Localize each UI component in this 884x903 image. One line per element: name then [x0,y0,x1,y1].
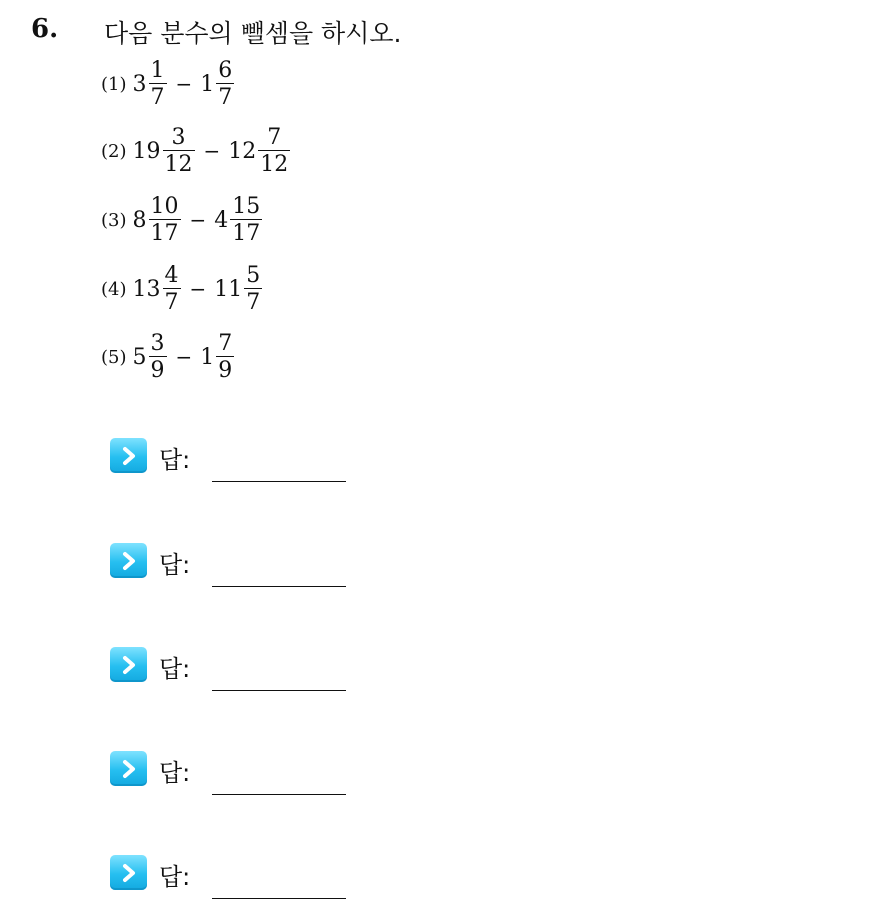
denominator: 7 [246,290,261,315]
whole-part: 13 [132,276,161,302]
answer-label: 답: [159,759,191,787]
mixed-number-a [133,264,181,314]
denominator: 7 [150,85,165,110]
whole-part: 4 [214,207,229,233]
whole-part: 1 [200,344,215,370]
minus-operator: − [189,208,207,232]
minus-operator: − [189,277,207,301]
numerator: 6 [218,57,233,83]
fraction [163,264,181,314]
fraction [149,59,167,109]
mixed-number-b [200,332,234,382]
chevron-right-icon [110,543,147,578]
whole-part: 1 [200,71,215,97]
mixed-number-a [133,126,195,176]
answer-blank[interactable] [212,481,346,482]
whole-part: 19 [132,138,161,164]
fraction [258,126,290,176]
answer-blank[interactable] [212,898,346,899]
denominator: 17 [150,221,179,246]
problem-3 [101,190,262,250]
whole-part: 11 [214,276,243,302]
numerator: 3 [150,330,165,356]
problem-label: (4) [101,278,127,300]
minus-operator: − [175,72,193,96]
answer-row-2 [110,543,190,585]
numerator: 10 [150,193,179,219]
whole-part: 5 [132,344,147,370]
minus-operator: − [203,139,221,163]
denominator: 9 [150,358,165,383]
mixed-number-a [133,195,181,245]
denominator: 7 [218,85,233,110]
fraction [244,264,262,314]
problem-label: (1) [101,73,127,95]
chevron-right-icon [110,438,147,473]
whole-part: 8 [132,207,147,233]
numerator: 1 [150,57,165,83]
denominator: 12 [260,152,289,177]
minus-operator: − [175,345,193,369]
problem-label: (2) [101,140,127,162]
denominator: 9 [218,358,233,383]
problem-label: (5) [101,346,127,368]
mixed-number-a [133,59,167,109]
numerator: 7 [267,124,282,150]
mixed-number-a [133,332,167,382]
answer-row-5 [110,855,190,897]
numerator: 4 [164,262,179,288]
chevron-right-icon [110,647,147,682]
answer-label: 답: [159,655,191,683]
answer-blank[interactable] [212,586,346,587]
question-text: 다음 분수의 뺄셈을 하시오. [104,19,402,48]
denominator: 12 [164,152,193,177]
denominator: 7 [164,290,179,315]
problem-1 [101,54,234,114]
problem-label: (3) [101,209,127,231]
answer-row-1 [110,438,190,480]
mixed-number-b [200,59,234,109]
problem-5 [101,327,234,387]
answer-label: 답: [159,446,191,474]
answer-blank[interactable] [212,690,346,691]
fraction [230,195,262,245]
mixed-number-b [228,126,290,176]
mixed-number-b [214,264,262,314]
problem-2 [101,121,290,181]
fraction [149,332,167,382]
answer-blank[interactable] [212,794,346,795]
fraction [163,126,195,176]
answer-label: 답: [159,551,191,579]
whole-part: 12 [228,138,257,164]
fraction [216,59,234,109]
numerator: 15 [232,193,261,219]
fraction [149,195,181,245]
answer-row-3 [110,647,190,689]
mixed-number-b [214,195,262,245]
denominator: 17 [232,221,261,246]
numerator: 5 [246,262,261,288]
chevron-right-icon [110,751,147,786]
question-number: 6. [31,14,59,44]
chevron-right-icon [110,855,147,890]
answer-label: 답: [159,863,191,891]
answer-row-4 [110,751,190,793]
numerator: 7 [218,330,233,356]
numerator: 3 [171,124,186,150]
problem-4 [101,259,262,319]
whole-part: 3 [132,71,147,97]
fraction [216,332,234,382]
